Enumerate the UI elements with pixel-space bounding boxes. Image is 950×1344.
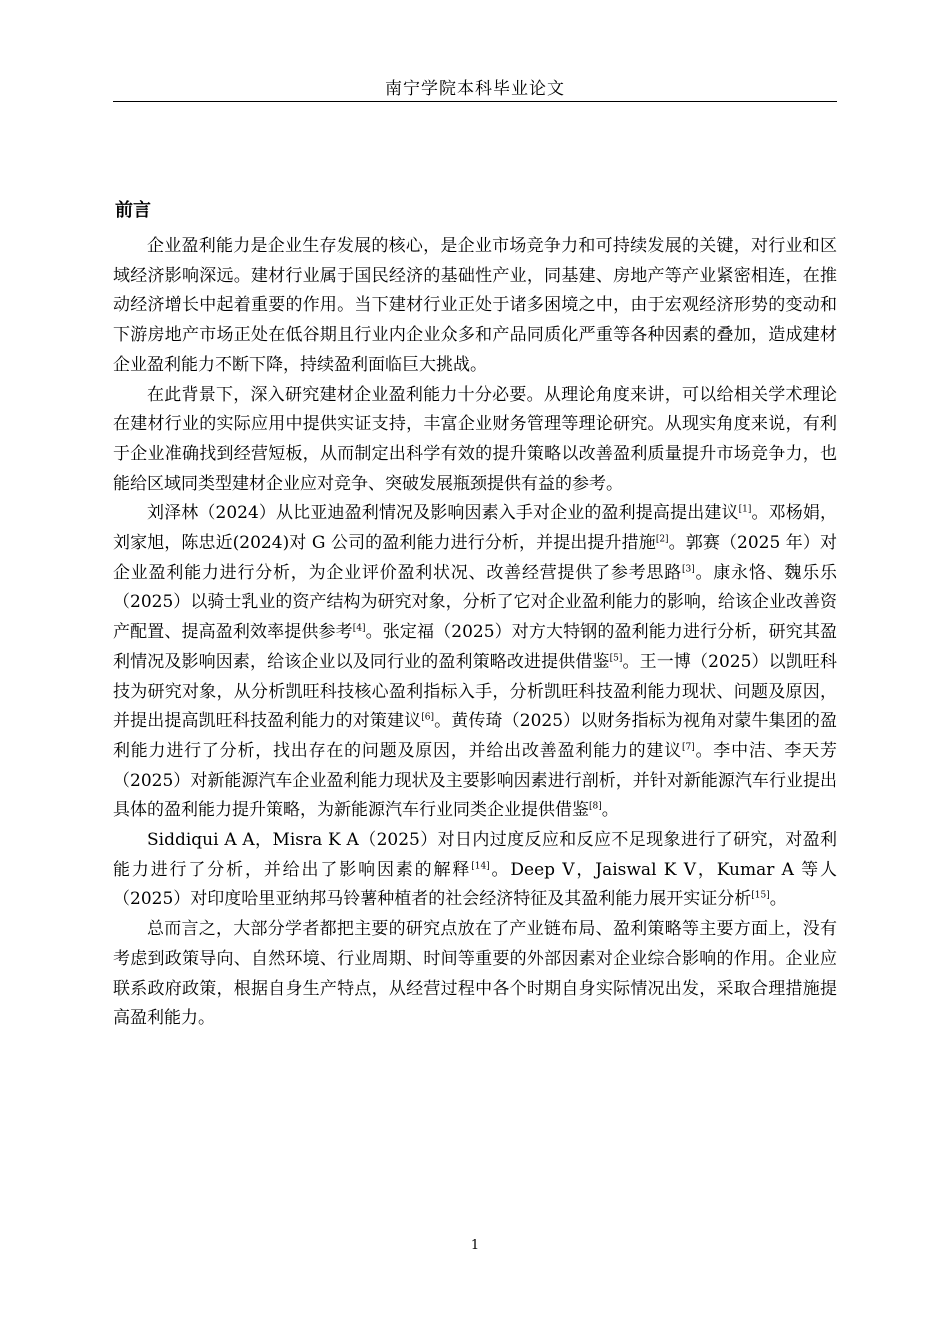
paragraph-5: 总而言之，大部分学者都把主要的研究点放在了产业链布局、盈利策略等主要方面上，没有考虑到政策导向、自然环境、行业周期、时间等重要的外部因素对企业综合影响的作用。企业应联系政府政策，根据自身生产特点，从经营过程中各个时期自身实际情况出发，采取合理措施提高盈利能力。 [113, 919, 837, 1029]
header-divider [113, 101, 837, 102]
paragraph-text: 。李中洁、李天芳（2025）对新能源汽车企业盈利能力现状及主要影响因素进行剖析，并针对新能源汽车行业提出具体的盈利能力提升策略，为新能源汽车行业同类企业提供借鉴 [113, 740, 837, 821]
citation-ref: [6] [421, 712, 434, 723]
paragraph-text: 刘泽林（2024）从比亚迪盈利情况及影响因素入手对企业的盈利提高提出建议 [147, 503, 739, 524]
page-header-title: 南宁学院本科毕业论文 [385, 79, 565, 99]
citation-ref: [15] [751, 890, 770, 901]
paragraph-1: 企业盈利能力是企业生存发展的核心，是企业市场竞争力和可持续发展的关键，对行业和区域经济影响深远。建材行业属于国民经济的基础性产业，同基建、房地产等产业紧密相连，在推动经济增长中起着重要的作用。当下建材行业正处于诸多困境之中，由于宏观经济形势的变动和下游房地产市场正处在低谷期且行业内企业众多和产品同质化严重等各种因素的叠加，造成建材企业盈利能力不断下降，持续盈利面临巨大挑战。 [113, 236, 837, 375]
paragraph-text: 。邓杨娟，刘家旭，陈忠近(2024)对 G 公司的盈利能力进行分析，并提出提升措施 [113, 503, 837, 554]
citation-ref: [4] [352, 623, 366, 634]
citation-ref: [8] [589, 801, 602, 812]
citation-ref: [2] [655, 534, 669, 545]
paragraph-3 [113, 499, 837, 826]
citation-ref: [5] [609, 653, 623, 664]
paragraph-text: 。Deep V，Jaiswal K V，Kumar A 等人（2025）对印度哈里亚纳邦马铃薯种植者的社会经济特征及其盈利能力展开实证分析 [113, 859, 837, 910]
paragraph-text: 。 [601, 800, 619, 821]
paragraph-text: 。郭赛（2025 年）对企业盈利能力进行分析，为企业评价盈利状况、改善经营提供了参考思路 [113, 533, 837, 583]
section-heading: 前言 [115, 200, 151, 221]
paragraph-text: 。张定福（2025）对方大特钢的盈利能力进行分析，研究其盈利情况及影响因素，给该企业以及同行业的盈利策略改进提供借鉴 [113, 622, 838, 672]
citation-ref: [3] [682, 564, 695, 575]
paragraph-4 [113, 826, 837, 915]
paragraph-text: 。康永恪、魏乐乐（2025）以骑士乳业的资产结构为研究对象，分析了它对企业盈利能力的影响，给该企业改善资产配置、提高盈利效率提供参考 [113, 562, 837, 643]
paragraph-2: 在此背景下，深入研究建材企业盈利能力十分必要。从理论角度来讲，可以给相关学术理论在建材行业的实际应用中提供实证支持，丰富企业财务管理等理论研究。从现实角度来说，有利于企业准确找到经营短板，从而制定出科学有效的提升策略以改善盈利质量提升市场竞争力，也能给区域同类型建材企业应对竞争、突破发展瓶颈提供有益的参考。 [113, 384, 837, 494]
paragraph-text: Siddiqui A A，Misra K A（2025）对日内过度反应和反应不足现象进行了研究，对盈利能力进行了分析，并给出了影响因素的解释 [113, 830, 837, 880]
citation-ref: [14] [471, 861, 490, 872]
paragraph-text: 。黄传琦（2025）以财务指标为视角对蒙牛集团的盈利能力进行了分析，找出存在的问题及原因，并给出改善盈利能力的建议 [113, 711, 838, 761]
citation-ref: [1] [738, 504, 752, 515]
page-number: 1 [470, 1238, 480, 1253]
paragraph-text: 。 [769, 889, 787, 910]
paragraph-text: 。王一博（2025）以凯旺科技为研究对象，从分析凯旺科技核心盈利指标入手，分析凯旺科技盈利能力现状、问题及原因，并提出提高凯旺科技盈利能力的对策建议 [113, 651, 838, 732]
body-text [113, 232, 837, 1034]
citation-ref: [7] [682, 742, 695, 753]
